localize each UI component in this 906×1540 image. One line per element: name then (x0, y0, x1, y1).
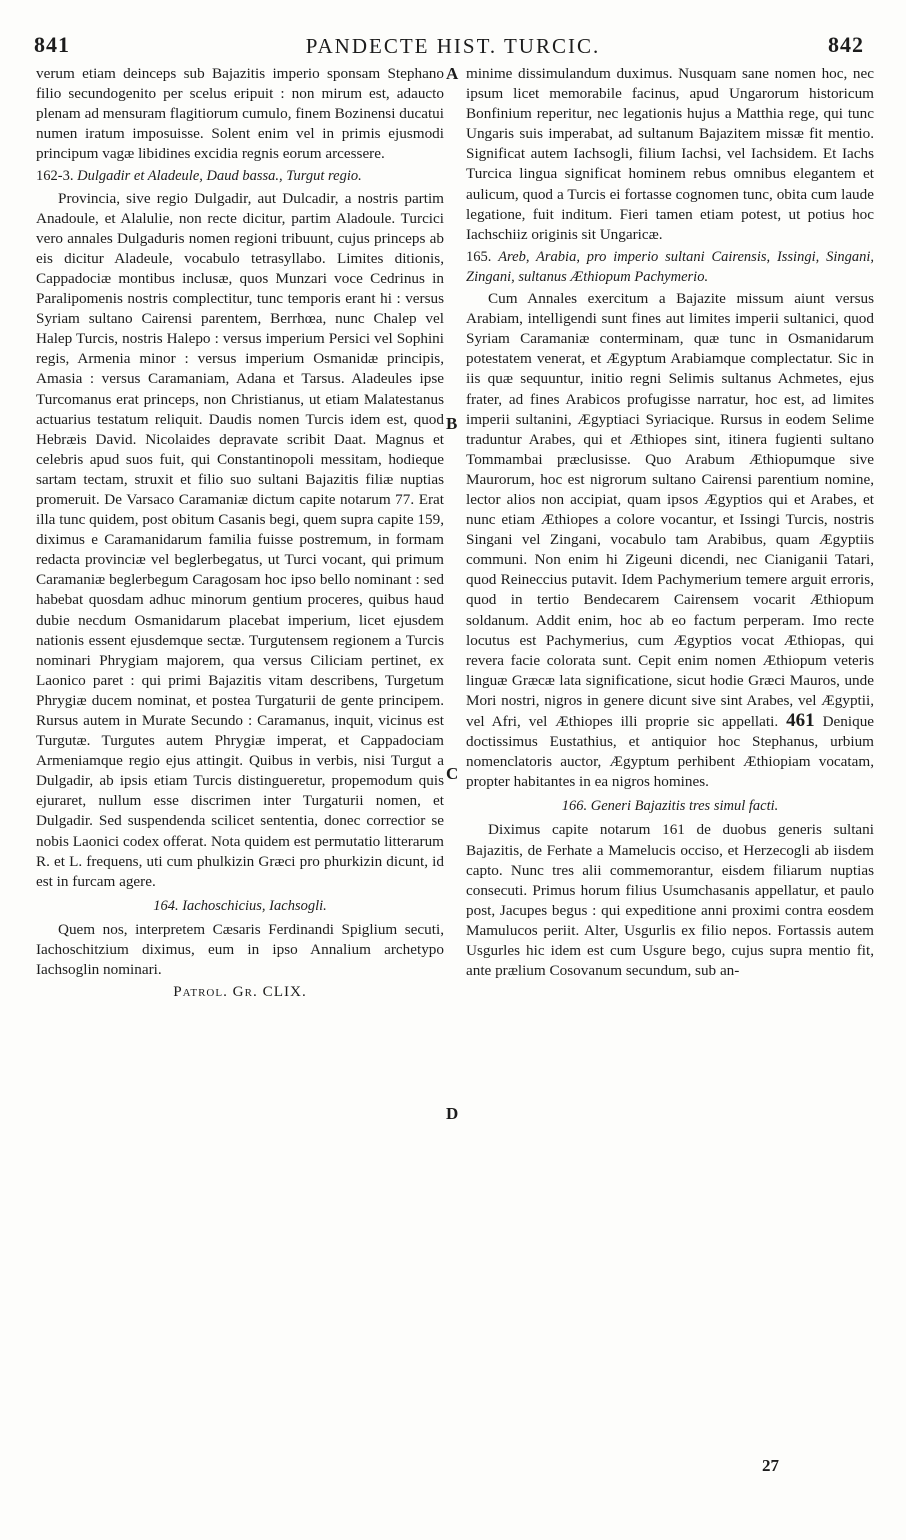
sheet-number: 27 (762, 1456, 779, 1475)
section-162-title: Dulgadir et Aladeule, Daud bassa., Turgut regio. (77, 168, 362, 185)
section-165-heading (466, 247, 874, 287)
right-paragraph-2-part-a: Cum Annales exercitum a Bajazite missum aiunt versus Arabiam, intelligendi sunt fines aut limites imperii sultanici, quod Syriam Caramaniæ conterminam, quæ tunc in Osmanidarum potestatem venerat, et Ægyptum Arabiamque complectatur. Sic in iis quæ sequuntur, initio regni Selimis sultanus Achmetes, ejus frater, ad fines Arabicos profugisse narratur, hoc est, ad limites imperii sultanini, Ægyptiaci Syriacique. Rursus in eodem Selime traduntur Arabes, qui et Æthiopes sint, itinera fugienti sultano Tommambai præclusisse. Quo Arabum Æthiopumque sive Maurorum, hoc est nigrorum sultano Cairensi parentium nomine, lector alios non accipiat, quam ipsos Ægyptios qui et Arabes, et nunc etiam Æthiopes a colore vocantur, et Issingi Turcis, nostris Singani vel Zingani, vocabulo tam Arabibus, quam Ægyptiis communi. Non enim hi Zigeuni dicendi, nec Cianiganii Tatari, quod Reineccius putavit. Idem Pachymerium temere arguit erroris, quod in tertio Bendecarem Cairensem vocarit Æthiopum soldanum. Addit enim, hoc ab eo factum perperam. Imo recte locutus est Pachymerius, cum Ægyptios vocat Æthiopas, qui revera facie colorata sunt. Cepit enim nomen Æthiopum veteris linguæ Græcæ lata significatione, sicut hodie Græci Mauros, unde Mori nostri, nigros in genere dicunt sive sint Arabes, vel Ægyptii, vel Afri, vel Æthiopes illi proprie sic appellati. (466, 290, 874, 730)
section-165-number: 165. (466, 248, 492, 265)
section-164-title: 164. Iachoschicius, Iachsogli. (153, 897, 327, 914)
right-paragraph-2-part-b: Denique doctissimus Eustathius, et antiquior hoc Stephanus, urbium nomenclatoris auctor, Ægyptum perhibent Æthiopiam vocatam, propter habitantes in ea nigros homines. (466, 713, 875, 791)
left-paragraph-3: Quem nos, interpretem Cæsaris Ferdinandi Spiglium secuti, Iachoschitzium diximus, eum in ipso Annalium archetypo Iachsoglin nominari. (36, 920, 444, 979)
right-page-number: 842 (828, 32, 864, 57)
section-164-heading (36, 896, 444, 916)
margin-letter-d: D (446, 1104, 459, 1123)
signature-mark: Patrol. Gr. CLIX. (173, 983, 307, 1001)
section-166-heading (466, 796, 874, 816)
column-number-marker: 461 (786, 710, 815, 731)
section-165-title: Areb, Arabia, pro imperio sultani Cairensis, Issingi, Singani, Zingani, sultanus Æthiopum Pachymerio. (466, 248, 874, 285)
margin-letter-c: C (446, 764, 459, 783)
section-162-number: 162-3. (36, 168, 74, 185)
right-paragraph-2 (466, 289, 874, 792)
margin-letter-a: A (446, 64, 459, 83)
section-162-heading (36, 166, 444, 186)
running-title: PANDECTE HIST. TURCIC. (305, 34, 601, 58)
right-paragraph-3: Diximus capite notarum 161 de duobus generis sultani Bajazitis, de Ferhate a Mamelucis occiso, et Herzecogli ab iisdem capto. Nunc tres alii commemorantur, eisdem filiarum nuptias consecuti. Primus horum filius Usumchasanis appellatur, et paulo post, Jacupes begus : qui expeditione anni proximi contra eosdem Mamulucos periit. Alter, Usgurlis ex filio nepos. Fortassis autem Usgurles hic idem est cum Usgure bego, cujus supra mentio fit, ante prælium Cosovanum secundum, sub an- (466, 821, 874, 980)
right-column (466, 64, 874, 981)
left-paragraph-1: verum etiam deinceps sub Bajazitis imperio sponsam Stephano filio secundogenito per scelus eripuit : non mirum est, adaucto plenam ad mensuram flagitiorum cumulo, finem Bozinensi ducatui numen iratum imposuisse. Solent enim vel in primis ejusmodi principum vagæ libidines excidia regnis eorum arcessere. (36, 65, 444, 163)
section-166-title: 166. Generi Bajazitis tres simul facti. (561, 798, 779, 815)
margin-letter-b: B (446, 414, 458, 433)
left-page-number: 841 (34, 32, 70, 57)
right-paragraph-1: minime dissimulandum duximus. Nusquam sane nomen hoc, nec ipsum licet memorabile facinus, apud Ungarorum historicum Bonfinium reperitur, nec legationis hujus a Matthia rege, qui tunc Ungaris suis imperabat, ad sultanum Bajazitem missæ fit mentio. Significat autem Iachsogli, filium Iachsi, vel Iachsidem. Et Iachs Turcica lingua significat hominem rebus omnibus elegantem et aulicum, quod a Turcis ei fortasse cognomen tunc, obita cum laude legatione, fuit inditum. Fieri tamen etiam potest, ut potius hoc Iachschiiz originis sit Ungaricæ. (466, 65, 874, 243)
page-header (0, 0, 906, 58)
left-column (36, 64, 444, 1002)
left-paragraph-2: Provincia, sive regio Dulgadir, aut Dulcadir, a nostris partim Anadoule, et Alalulie, non recte dicitur, partim Aladoule. Turcici vero annales Dulgaduris nomen regioni tribuunt, cujus princeps ab eis dicitur Aladeule, vocabulo tetrasyllabo. Limites ditionis, Cappadociæ montibus inclusæ, quos Munzari voce Cedrinus in Paralipomenis nostris complectitur, tunc temporis erant hi : versus Syriam sultano Cairensi parentem, Berrhœa, nunc Chalep vel Halep Turcis, nostris Halepo : versus imperium Persici vel Sophini regis, Armenia minor : versus imperium Osmanidæ principis, Amasia : versus Caramaniam, Adana et Tarsus. Aladeules ipse Turcomanus erat princeps, non Christianus, ut etiam Malatestanus actuarius testatum reliquit. Daudis nomen Turcis idem est, quod Hebræis David. Nicolaides depravate scribit Daat. Magnus et celebris apud suos fuit, qui Constantinopoli messitam, hodieque sartam tectam, struxit et filio suo sultani Bajazitis filiæ nuptias promeruit. De Varsaco Caramaniæ dictum capite notarum 77. Erat illa tunc quidem, post obitum Casanis begi, quem supra capite 159, diximus e Caramanidarum familia fuisse postremum, in formam redacta provinciæ vel beglerbegatus, ut Turci vocant, qui primum Caramaniæ beglerbegum Caragosam hoc ipso bello nominant : sed habebat quosdam adhuc minorum gentium proceres, quibus haud dubie necdum Osmanidarum placebat imperium, licet ejusdem nationis essent ejusdemque sectæ. Turgutensem regionem a Turcis nominari Phrygiam majorem, qua versus Ciliciam pertinet, ex Laonico paret : qui primi Bajazitis vitam describens, Turgetum Phrygiæ ducem nominat, et postea Turgaturii de gente principem. Rursus autem in Murate Secundo : Caramanus, inquit, vicinus est Turgutæ. Turgutes autem Phrygiæ imperat, et Cappadociam Armeniamque regio ejus attingit. Quibus in verbis, nisi Turgut a Dulgadir, ab ipsis etiam Turcis distingueretur, propemodum quis ejuraret, nullum esse discrimen inter Turgaturii nomen, et Dulgadir. Sed suspendenda scilicet sententia, donec correctior se nobis Laonici codex offerat. Nota quidem est permutatio litterarum R. et L. frequens, uti cum phulkizin Græci pro phurkizin dicunt, id est in furcam agere. (36, 189, 444, 890)
